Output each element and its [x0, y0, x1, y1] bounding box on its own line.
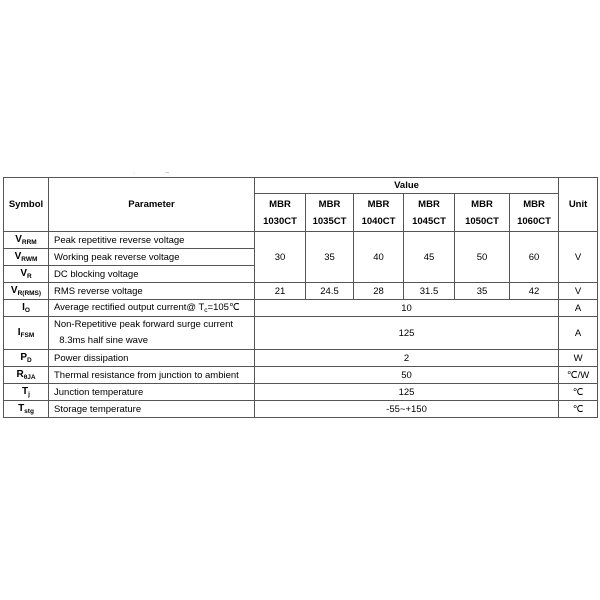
unit-cell: V	[559, 283, 598, 300]
symbol-cell: $P_D$	[4, 350, 49, 367]
parameter-cell: DC blocking voltage	[49, 266, 255, 283]
unit-cell: V	[559, 232, 598, 283]
parameter-cell: Storage temperature	[49, 401, 255, 418]
header-row-1	[4, 178, 598, 194]
parameter-cell: Thermal resistance from junction to ambient	[49, 367, 255, 384]
unit-cell: ℃	[559, 401, 598, 418]
table-row-tj	[4, 384, 598, 401]
model-header: MBR 1035CT	[306, 194, 354, 232]
symbol-cell: $T_j$	[4, 384, 49, 401]
symbol-cell: $V_R$	[4, 266, 49, 283]
parameter-cell: Junction temperature	[49, 384, 255, 401]
unit-cell: W	[559, 350, 598, 367]
symbol-cell: $I_{FSM}$	[4, 317, 49, 350]
value-cell: 50	[255, 367, 559, 384]
symbol-cell: $R_{\theta JA}$	[4, 367, 49, 384]
table-row-pd	[4, 350, 598, 367]
faint-header-marks: · ~	[133, 170, 184, 177]
table-row-vrms	[4, 283, 598, 300]
parameter-cell: Non-Repetitive peak forward surge current 8.3ms half sine wave	[49, 317, 255, 350]
unit-cell: ℃/W	[559, 367, 598, 384]
unit-header: Unit	[559, 178, 598, 232]
model-header: MBR 1040CT	[354, 194, 404, 232]
value-cell: 125	[255, 384, 559, 401]
value-cell: 30	[255, 232, 306, 283]
parameter-cell: Working peak reverse voltage	[49, 249, 255, 266]
table-row-tstg	[4, 401, 598, 418]
value-cell: 2	[255, 350, 559, 367]
ratings-table	[3, 177, 598, 418]
symbol-cell: $V_{RWM}$	[4, 249, 49, 266]
value-header: Value	[255, 178, 559, 194]
unit-cell: A	[559, 317, 598, 350]
value-cell: 45	[404, 232, 455, 283]
symbol-cell: $V_{RRM}$	[4, 232, 49, 249]
parameter-cell: Peak repetitive reverse voltage	[49, 232, 255, 249]
symbol-cell: $T_{stg}$	[4, 401, 49, 418]
parameter-cell: Average rectified output current@ $T_c=105℃$	[49, 300, 255, 317]
value-cell: 35	[455, 283, 510, 300]
symbol-cell: $I_O$	[4, 300, 49, 317]
value-cell: 28	[354, 283, 404, 300]
value-cell: 42	[510, 283, 559, 300]
value-cell: 21	[255, 283, 306, 300]
model-header: MBR 1030CT	[255, 194, 306, 232]
value-cell: 60	[510, 232, 559, 283]
parameter-cell: Power dissipation	[49, 350, 255, 367]
value-cell: 24.5	[306, 283, 354, 300]
table-row-io	[4, 300, 598, 317]
value-cell: 40	[354, 232, 404, 283]
value-cell: 35	[306, 232, 354, 283]
parameter-cell: RMS reverse voltage	[49, 283, 255, 300]
table-row-rtheta	[4, 367, 598, 384]
value-cell: -55~+150	[255, 401, 559, 418]
unit-cell: ℃	[559, 384, 598, 401]
table-row-vrrm	[4, 232, 598, 249]
model-header: MBR 1050CT	[455, 194, 510, 232]
symbol-cell: $V_{R(RMS)}$	[4, 283, 49, 300]
value-cell: 50	[455, 232, 510, 283]
value-cell: 10	[255, 300, 559, 317]
parameter-header: Parameter	[49, 178, 255, 232]
symbol-header: Symbol	[4, 178, 49, 232]
model-header: MBR 1045CT	[404, 194, 455, 232]
value-cell: 31.5	[404, 283, 455, 300]
unit-cell: A	[559, 300, 598, 317]
value-cell: 125	[255, 317, 559, 350]
table-row-ifsm	[4, 317, 598, 350]
model-header: MBR 1060CT	[510, 194, 559, 232]
